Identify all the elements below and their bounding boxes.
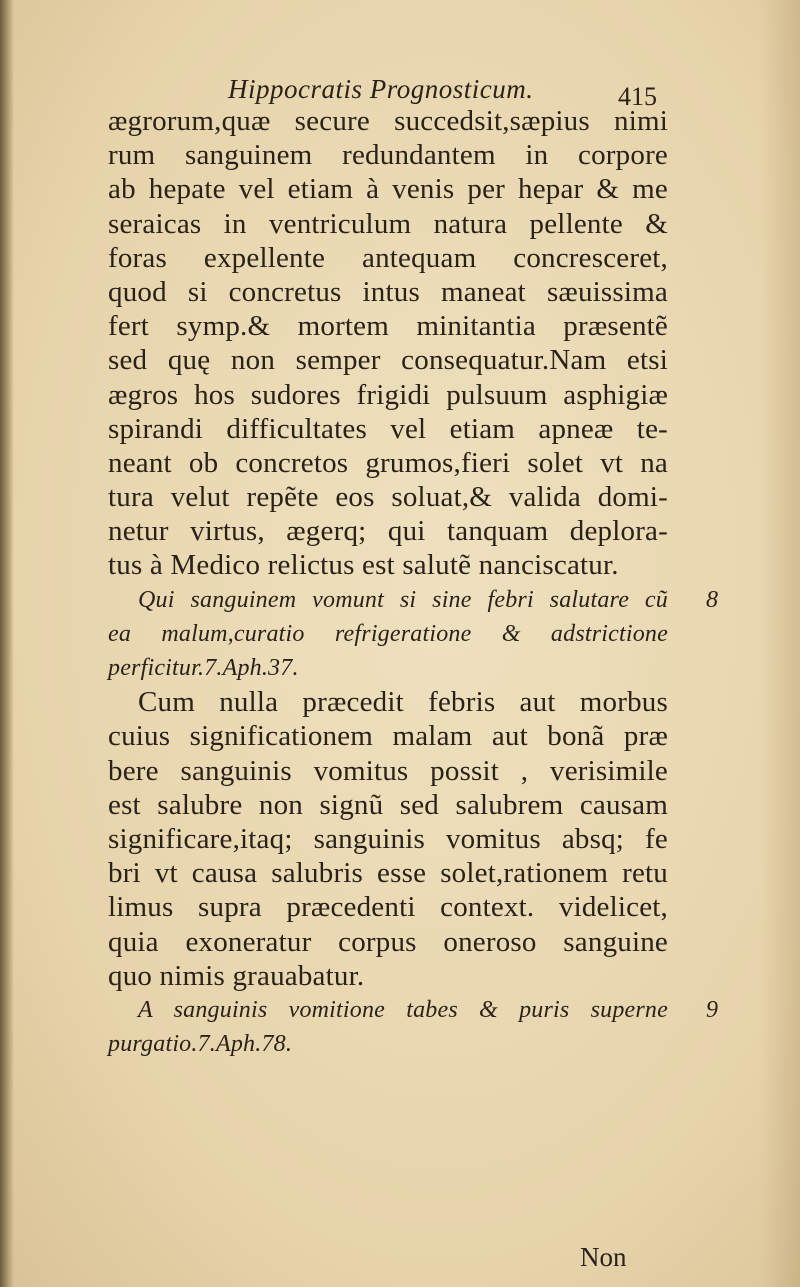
text-line: bri vt causa salubris esse solet,rationem retu (108, 857, 668, 890)
text-line: rum sanguinem redundantem in corpore (108, 139, 668, 172)
aphorism-line: purgatio.7.Aph.78. (108, 1031, 293, 1058)
text-line: sed quę non semper consequatur.Nam etsi (108, 344, 668, 377)
text-line: tus à Medico relictus est salutẽ nanciscatur. (108, 549, 619, 582)
text-line: tura velut repẽte eos soluat,& valida domi- (108, 481, 668, 514)
text-line: Cum nulla præcedit febris aut morbus (138, 686, 668, 719)
aphorism-line: perficitur.7.Aph.37. (108, 655, 299, 681)
text-line: fert symp.& mortem minitantia præsentẽ (108, 310, 668, 343)
page-number: 415 (618, 82, 657, 111)
margin-note: 9 (706, 997, 718, 1024)
text-line: netur virtus, ægerq; qui tanquam deplora- (108, 515, 668, 548)
text-line: quod si concretus intus maneat sæuissima (108, 275, 668, 308)
margin-note: 8 (706, 586, 718, 613)
text-line: quo nimis grauabatur. (108, 959, 365, 992)
text-line: est salubre non signũ sed salubrem causam (108, 788, 668, 821)
text-line: quia exoneratur corpus oneroso sanguine (108, 925, 668, 958)
text-line: cuius significationem malam aut bonã præ (108, 720, 668, 753)
page-shadow (760, 0, 800, 1287)
binding-edge (0, 0, 14, 1287)
aphorism-line: Qui sanguinem vomunt si sine febri salutare cũ (138, 586, 668, 613)
catchword: Non (580, 1242, 627, 1272)
text-line: ægrorum,quæ secure succedsit,sæpius nimi (108, 105, 668, 137)
aphorism-line: ea malum,curatio refrigeratione & adstrictione (108, 620, 668, 647)
text-line: limus supra præcedenti context. videlicet, (108, 891, 668, 924)
text-line: seraicas in ventriculum natura pellente & (108, 207, 668, 240)
text-line: ab hepate vel etiam à venis per hepar & me (108, 173, 668, 206)
text-line: bere sanguinis vomitus possit , verisimile (108, 754, 668, 787)
text-line: ægros hos sudores frigidi pulsuum asphigiæ (108, 378, 668, 411)
aphorism-line: A sanguinis vomitione tabes & puris superne (138, 996, 668, 1023)
text-line: foras expellente antequam concresceret, (108, 241, 668, 274)
text-line: neant ob concretos grumos,fieri solet vt na (108, 446, 668, 479)
body-text (108, 104, 668, 1061)
text-line: spirandi difficultates vel etiam apneæ te- (108, 412, 668, 445)
text-line: significare,itaq; sanguinis vomitus absq; fe (108, 822, 668, 855)
running-title: Hippocratis Prognosticum. (228, 74, 534, 104)
